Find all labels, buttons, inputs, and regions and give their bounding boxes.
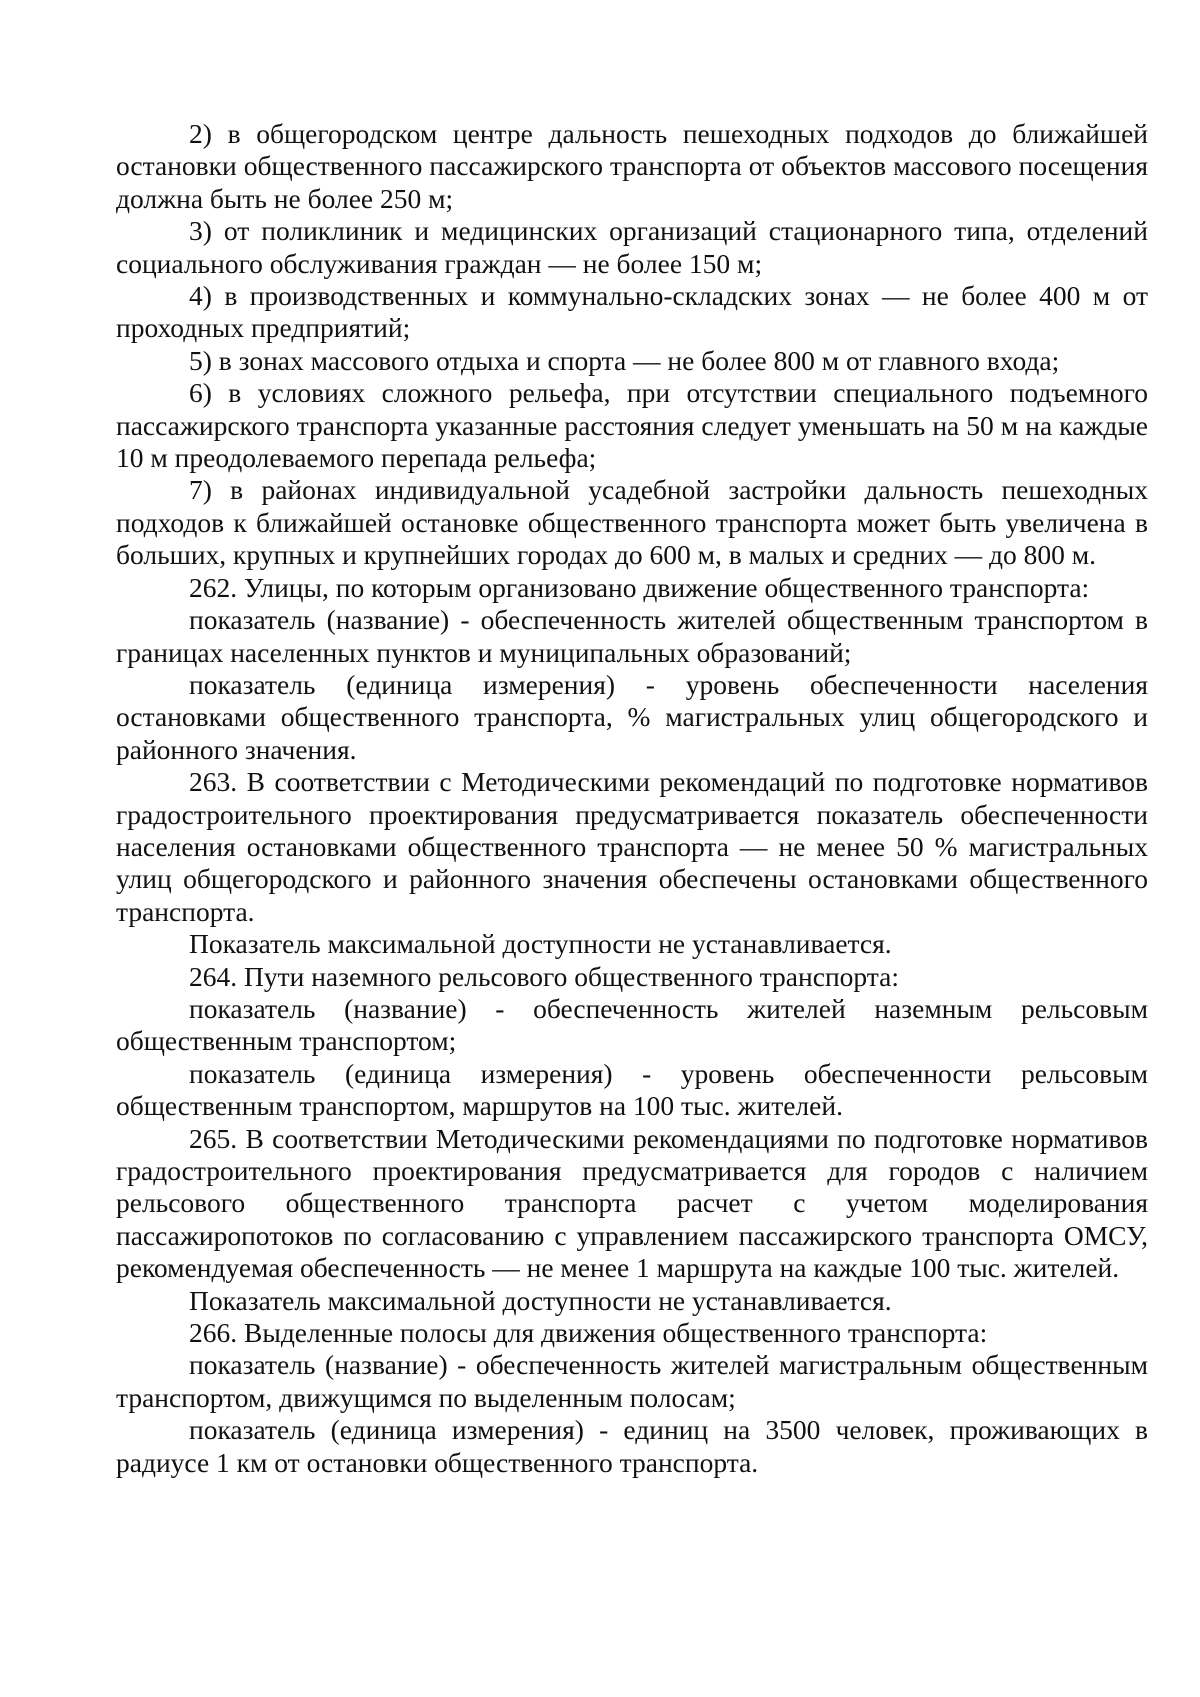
paragraph-262-indicator-unit: показатель (единица измерения) - уровень обеспеченности населения остановками общественного транспорта, % магистральных улиц общегородского и районного значения. bbox=[116, 668, 1148, 765]
paragraph-item-4: 4) в производственных и коммунально-складских зонах — не более 400 м от проходных предприятий; bbox=[116, 280, 1148, 344]
paragraph-264-indicator-unit: показатель (единица измерения) - уровень обеспеченности рельсовым общественным транспортом, маршрутов на 100 тыс. жителей. bbox=[116, 1057, 1148, 1122]
paragraph-262-indicator-name: показатель (название) - обеспеченность жителей общественным транспортом в границах населенных пунктов и муниципальных образований; bbox=[116, 604, 1148, 668]
paragraph-266-heading: 266. Выделенные полосы для движения общественного транспорта: bbox=[189, 1317, 988, 1349]
paragraph-266-indicator-unit: показатель (единица измерения) - единиц на 3500 человек, проживающих в радиусе 1 км от остановки общественного транспорта. bbox=[116, 1414, 1148, 1478]
document-page bbox=[116, 118, 1148, 1479]
paragraph-item-2: 2) в общегородском центре дальность пешеходных подходов до ближайшей остановки общественного пассажирского транспорта от объектов массового посещения должна быть не более 250 м; bbox=[116, 118, 1148, 214]
paragraph-265: 265. В соответствии Методическими рекомендациями по подготовке нормативов градостроительного проектирования предусматривается для городов с наличием рельсового общественного транспорта расчет с учетом моделирования пассажиропотоков по согласованию с управлением пассажирского транспорта ОМСУ, рекомендуемая обеспеченность — не менее 1 маршрута на каждые 100 тыс. жителей. bbox=[116, 1122, 1148, 1284]
paragraph-266-indicator-name: показатель (название) - обеспеченность жителей магистральным общественным транспортом, движущимся по выделенным полосам; bbox=[116, 1349, 1148, 1413]
paragraph-item-7: 7) в районах индивидуальной усадебной застройки дальность пешеходных подходов к ближайшей остановке общественного транспорта может быть увеличена в больших, крупных и крупнейших городах до 600 м, в малых и средних — до 800 м. bbox=[116, 474, 1148, 571]
paragraph-item-3: 3) от поликлиник и медицинских организаций стационарного типа, отделений социального обслуживания граждан — не более 150 м; bbox=[116, 215, 1148, 279]
paragraph-264-heading: 264. Пути наземного рельсового общественного транспорта: bbox=[189, 960, 899, 992]
paragraph-265-note: Показатель максимальной доступности не устанавливается. bbox=[189, 1284, 892, 1316]
paragraph-263: 263. В соответствии с Методическими рекомендаций по подготовке нормативов градостроительного проектирования предусматривается показатель обеспеченности населения остановками общественного транспорта — не менее 50 % магистральных улиц общегородского и районного значения обеспечены остановками общественного транспорта. bbox=[116, 766, 1148, 927]
paragraph-item-6: 6) в условиях сложного рельефа, при отсутствии специального подъемного пассажирского транспорта указанные расстояния следует уменьшать на 50 м на каждые 10 м преодолеваемого перепада рельефа; bbox=[116, 377, 1148, 474]
paragraph-262-heading: 262. Улицы, по которым организовано движение общественного транспорта: bbox=[189, 571, 1090, 603]
paragraph-264-indicator-name: показатель (название) - обеспеченность жителей наземным рельсовым общественным транспортом; bbox=[116, 992, 1148, 1057]
paragraph-263-note: Показатель максимальной доступности не устанавливается. bbox=[189, 928, 892, 960]
paragraph-item-5: 5) в зонах массового отдыха и спорта — не более 800 м от главного входа; bbox=[189, 344, 1060, 376]
